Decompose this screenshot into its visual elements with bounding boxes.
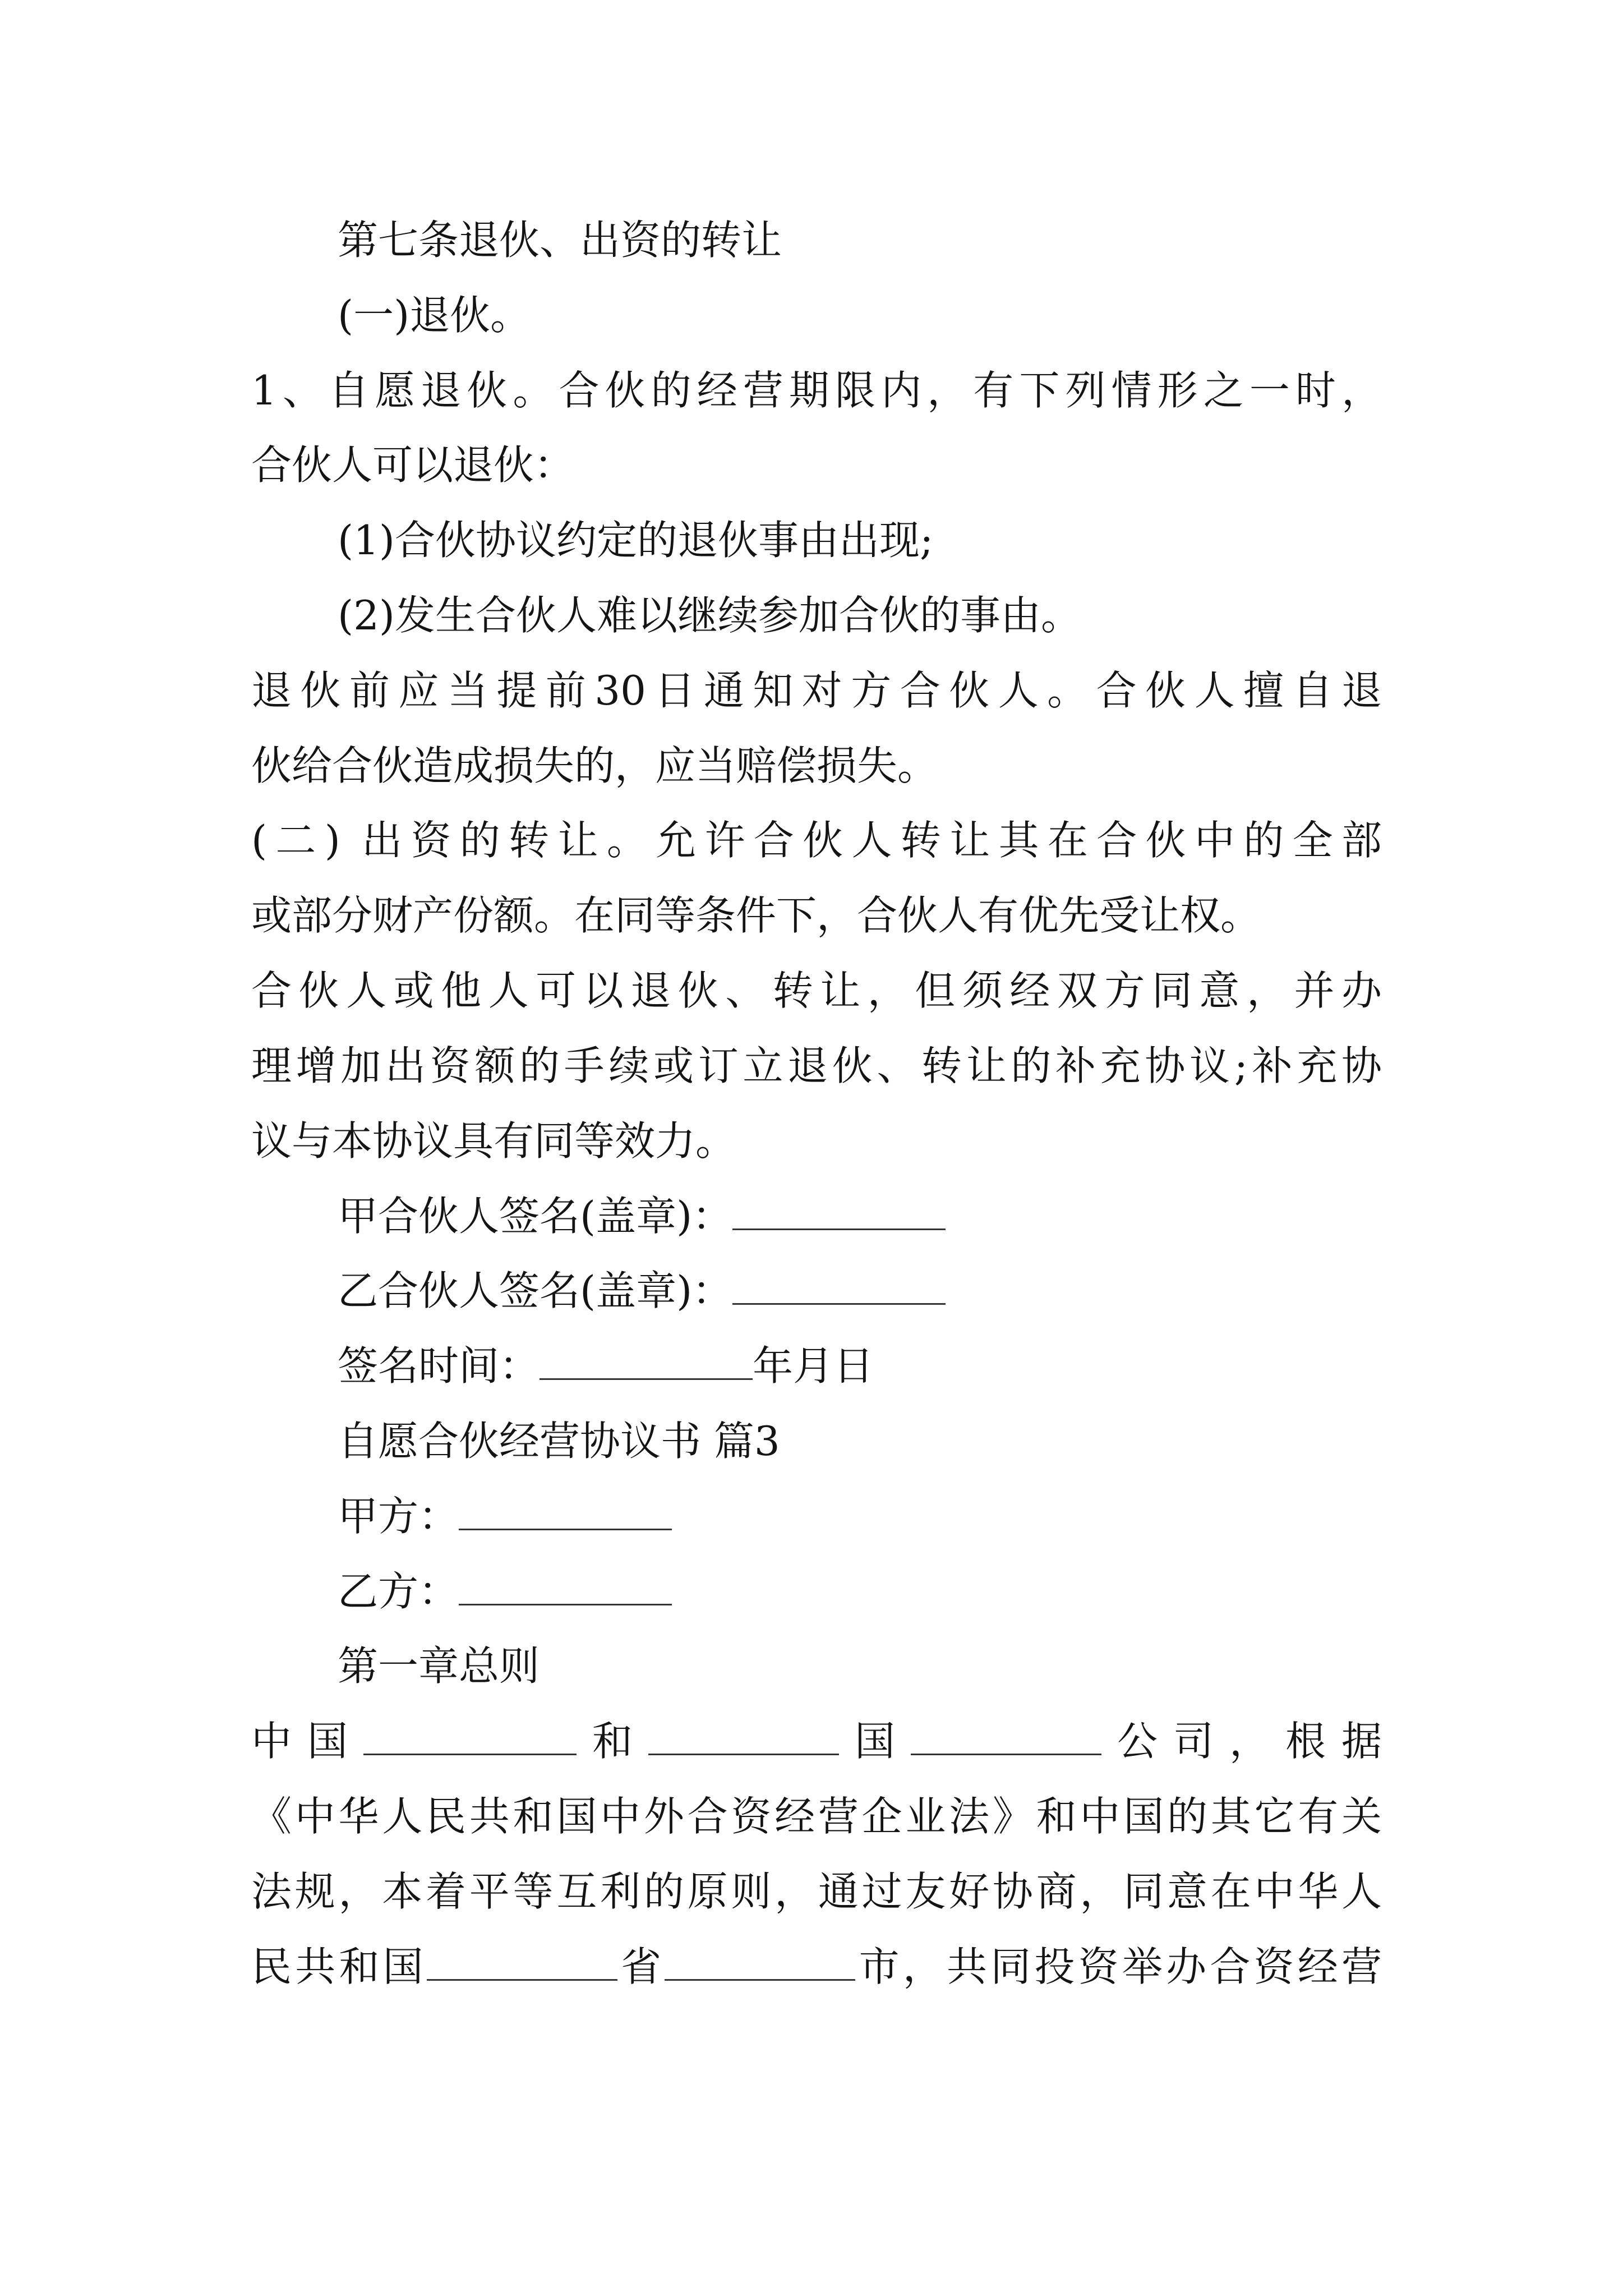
section-heading: 自愿合伙经营协议书 篇3	[338, 1418, 780, 1465]
party-b-label: 乙方：	[338, 1568, 459, 1615]
city-blank[interactable]	[665, 1945, 855, 1981]
article-heading: 第七条退伙、出资的转让	[338, 217, 782, 264]
paragraph-line: 议与本协议具有同等效力。	[251, 1117, 736, 1165]
intro-blank-3[interactable]	[911, 1720, 1101, 1755]
paragraph-line: 法规，本着平等互利的原则，通过友好协商，同意在中华人	[251, 1868, 1382, 1915]
list-item: (2)发生合伙人难以继续参加合伙的事由。	[338, 592, 1081, 639]
party-a-line	[338, 1488, 672, 1544]
paragraph-line: 理增加出资额的手续或订立退伙、转让的补充协议;补充协	[251, 1042, 1382, 1089]
party-b-blank[interactable]	[459, 1570, 672, 1605]
paragraph-line: 1、自愿退伙。合伙的经营期限内，有下列情形之一时，	[251, 367, 1382, 414]
paragraph-line: 或部分财产份额。在同等条件下，合伙人有优先受让权。	[251, 892, 1261, 939]
province-blank[interactable]	[427, 1945, 617, 1981]
subsection-heading: (一)退伙。	[338, 292, 531, 339]
chapter-heading: 第一章总则	[338, 1642, 540, 1690]
signature-time-line	[338, 1338, 874, 1394]
paragraph-line: 合伙人可以退伙：	[251, 441, 575, 489]
intro-blank-1[interactable]	[363, 1720, 577, 1755]
signature-b-label: 乙合伙人签名(盖章)：	[338, 1267, 733, 1314]
intro-line	[251, 1713, 1382, 1769]
signature-a-label: 甲合伙人签名(盖章)：	[338, 1193, 733, 1240]
party-a-label: 甲方：	[338, 1493, 459, 1540]
paragraph-line: (二) 出资的转让。允许合伙人转让其在合伙中的全部	[251, 817, 1382, 864]
signature-line-a	[338, 1188, 946, 1244]
intro-company: 公司，根据	[1101, 1718, 1382, 1765]
signature-line-b	[338, 1263, 946, 1319]
party-b-line	[338, 1563, 672, 1619]
signature-b-blank[interactable]	[732, 1269, 946, 1305]
location-line	[251, 1939, 1382, 1995]
paragraph-line: 《中华人民共和国中外合资经营企业法》和中国的其它有关	[251, 1793, 1382, 1840]
party-a-blank[interactable]	[459, 1495, 672, 1530]
location-prefix: 民共和国	[251, 1943, 427, 1990]
signature-time-label: 签名时间：	[338, 1342, 540, 1389]
paragraph-line: 合伙人或他人可以退伙、转让，但须经双方同意，并办	[251, 967, 1382, 1014]
signature-time-suffix: 年月日	[753, 1342, 874, 1389]
list-item: (1)合伙协议约定的退伙事由出现;	[338, 517, 934, 564]
intro-and: 和	[577, 1718, 648, 1765]
location-suffix: 市，共同投资举办合资经营	[855, 1943, 1382, 1990]
province-label: 省	[617, 1943, 665, 1990]
intro-country: 中国	[251, 1718, 363, 1765]
intro-blank-2[interactable]	[648, 1720, 839, 1755]
signature-a-blank[interactable]	[732, 1195, 946, 1230]
paragraph-line: 退伙前应当提前30日通知对方合伙人。合伙人擅自退	[251, 667, 1382, 714]
signature-time-blank[interactable]	[540, 1345, 753, 1380]
paragraph-line: 伙给合伙造成损失的，应当赔偿损失。	[251, 742, 938, 789]
intro-nation: 国	[839, 1718, 911, 1765]
